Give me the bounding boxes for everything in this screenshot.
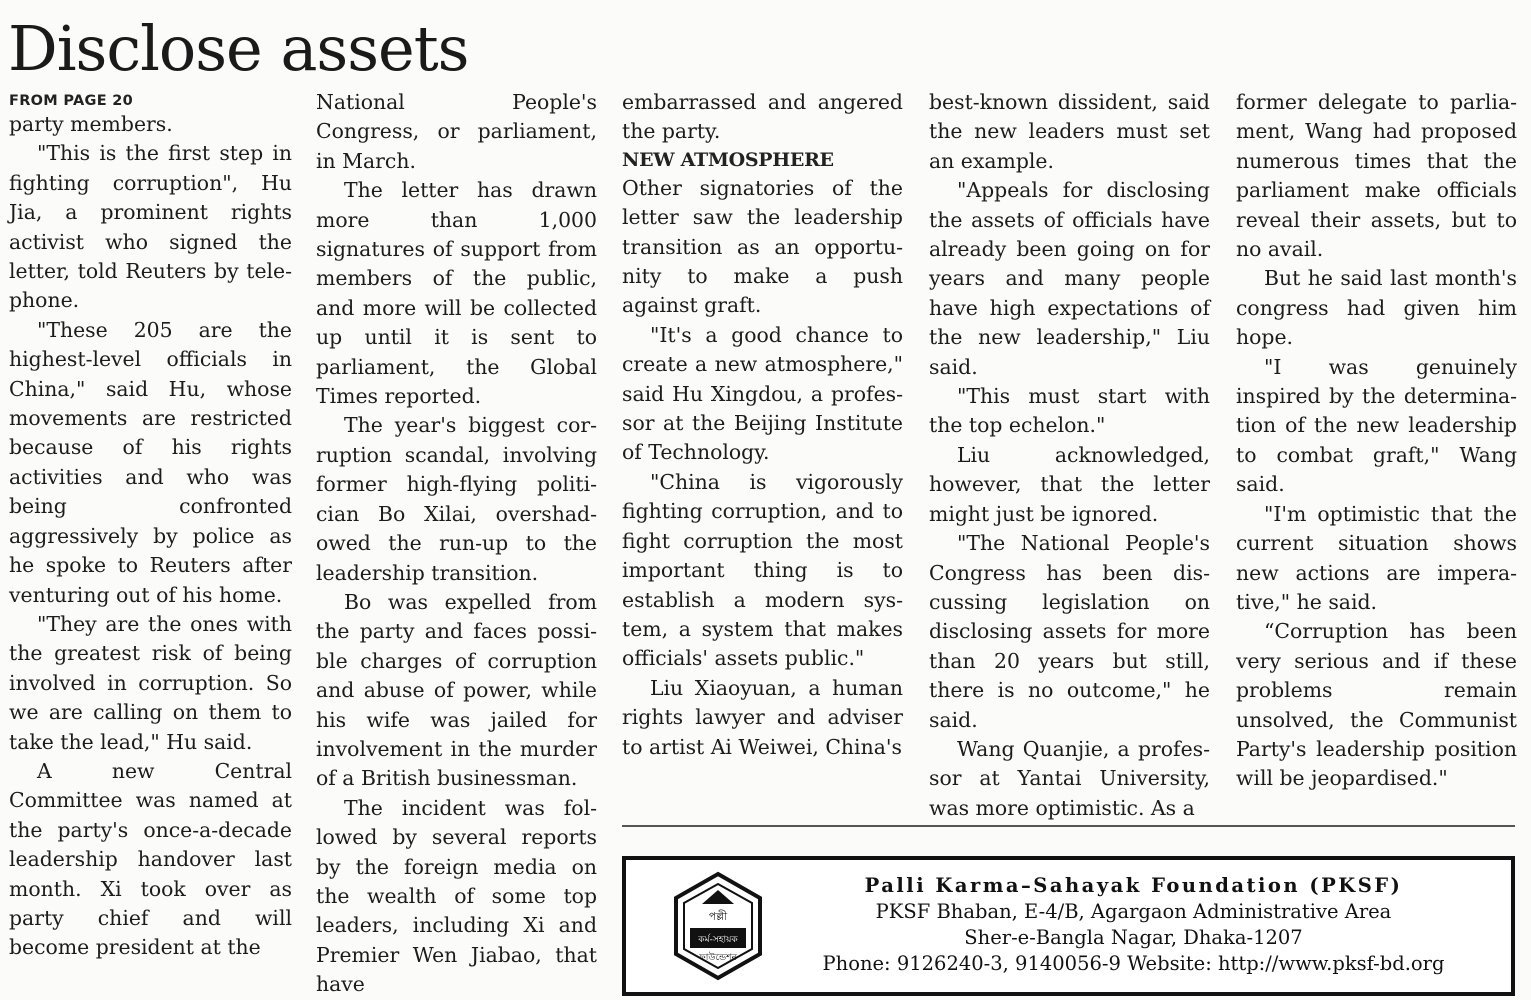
continuation-kicker: FROM PAGE 20: [9, 93, 134, 109]
paragraph: But he said last month's congress had given him hope.: [1236, 266, 1517, 350]
headline: Disclose assets: [8, 12, 469, 85]
paragraph: "This is the first step in fighting corruption", Hu Jia, a prominent rights activist who signed the letter, told Reuters by telephone.: [9, 141, 292, 313]
paragraph: The incident was followed by several reports by the foreign media on the wealth of some top leaders, including Xi and Premier Wen Jiabao, that have: [316, 795, 597, 997]
article-column-1: [9, 92, 292, 963]
column-divider-rule: [622, 825, 1515, 827]
ad-contact-line: Phone: 9126240-3, 9140056-9 Website: http://www.pksf-bd.org: [822, 952, 1445, 975]
paragraph: "They are the ones with the greatest risk of being involved in corruption. So we are calling on them to take the lead," Hu said.: [9, 611, 292, 754]
ad-organization-name: Palli Karma–Sahayak Foundation (PKSF): [864, 874, 1403, 897]
paragraph: The year's biggest corruption scandal, involving former high-flying politician Bo Xilai, overshadowed the run-up to the leadership transition.: [316, 413, 597, 585]
pksf-logo-icon: [668, 870, 768, 982]
paragraph: Wang Quanjie, a professor at Yantai University, was more optimistic. As a: [929, 736, 1210, 820]
paragraph: "I was genuinely inspired by the determination of the new leadership to combat graft," Wang said.: [1236, 354, 1517, 497]
pksf-advertisement: [622, 856, 1515, 996]
paragraph: party members.: [9, 112, 173, 136]
paragraph: Bo was expelled from the party and faces possible charges of corruption and abuse of power, while his wife was jailed for involvement in the murder of a British businessman.: [316, 589, 597, 791]
paragraph: The letter has drawn more than 1,000 signatures of support from members of the public, and more will be collected up until it is sent to parliament, the Global Times reported.: [316, 178, 597, 409]
paragraph: embarrassed and angered the party.: [622, 90, 903, 144]
paragraph: "It's a good chance to create a new atmosphere," said Hu Xingdou, a professor at the Beijing Institute of Technology.: [622, 322, 903, 465]
logo-text-line-1: পল্লী: [708, 910, 728, 923]
paragraph: "China is vigorously fighting corruption, and to fight corruption the most important thing is to establish a modern system, a system that makes officials' assets public.": [622, 469, 903, 671]
paragraph: best-known dissident, said the new leaders must set an example.: [929, 90, 1210, 173]
paragraph: "The National People's Congress has been discussing legislation on disclosing assets for more than 20 years but still, there is no outcome," he said.: [929, 531, 1210, 732]
paragraph: Liu Xiaoyuan, a human rights lawyer and adviser to artist Ai Weiwei, China's: [622, 675, 903, 759]
logo-text-line-2: কর্ম-সহায়ক: [698, 935, 738, 945]
ad-address-line-1: PKSF Bhaban, E-4/B, Agargaon Administrative Area: [875, 900, 1392, 923]
paragraph: "These 205 are the highest-level officials in China," said Hu, whose movements are restricted because of his rights activities and who was being confronted aggressively by police as he spoke to Reuters after venturing out of his home.: [9, 317, 292, 607]
article-column-4: [929, 88, 1210, 823]
paragraph: "This must start with the top echelon.": [929, 384, 1210, 438]
article-column-2: [316, 88, 597, 1000]
paragraph: former delegate to parliament, Wang had proposed numerous times that the parliament make officials reveal their assets, but to no avail.: [1236, 90, 1517, 262]
logo-text-line-3: ফাউন্ডেশন: [699, 953, 737, 963]
article-column-5: [1236, 88, 1517, 794]
section-subhead: NEW ATMOSPHERE: [622, 148, 834, 171]
paragraph: "I'm optimistic that the current situation shows new actions are imperative," he said.: [1236, 501, 1517, 614]
paragraph: “Corruption has been very serious and if these problems remain unsolved, the Communist Party's leadership position will be jeopardised.": [1236, 619, 1517, 791]
paragraph: National People's Congress, or parliament, in March.: [316, 90, 597, 173]
paragraph: Other signatories of the letter saw the leadership transition as an opportunity to make a push against graft.: [622, 175, 903, 318]
ad-address-line-2: Sher-e-Bangla Nagar, Dhaka-1207: [964, 926, 1303, 949]
paragraph: Liu acknowledged, however, that the letter might just be ignored.: [929, 442, 1210, 526]
paragraph: "Appeals for disclosing the assets of officials have already been going on for years and many people have high expectations of the new leadership," Liu said.: [929, 178, 1210, 379]
paragraph: A new Central Committee was named at the party's once-a-decade leadership handover last month. Xi took over as party chief and will become president at the: [9, 758, 292, 960]
article-column-3: [622, 88, 903, 762]
